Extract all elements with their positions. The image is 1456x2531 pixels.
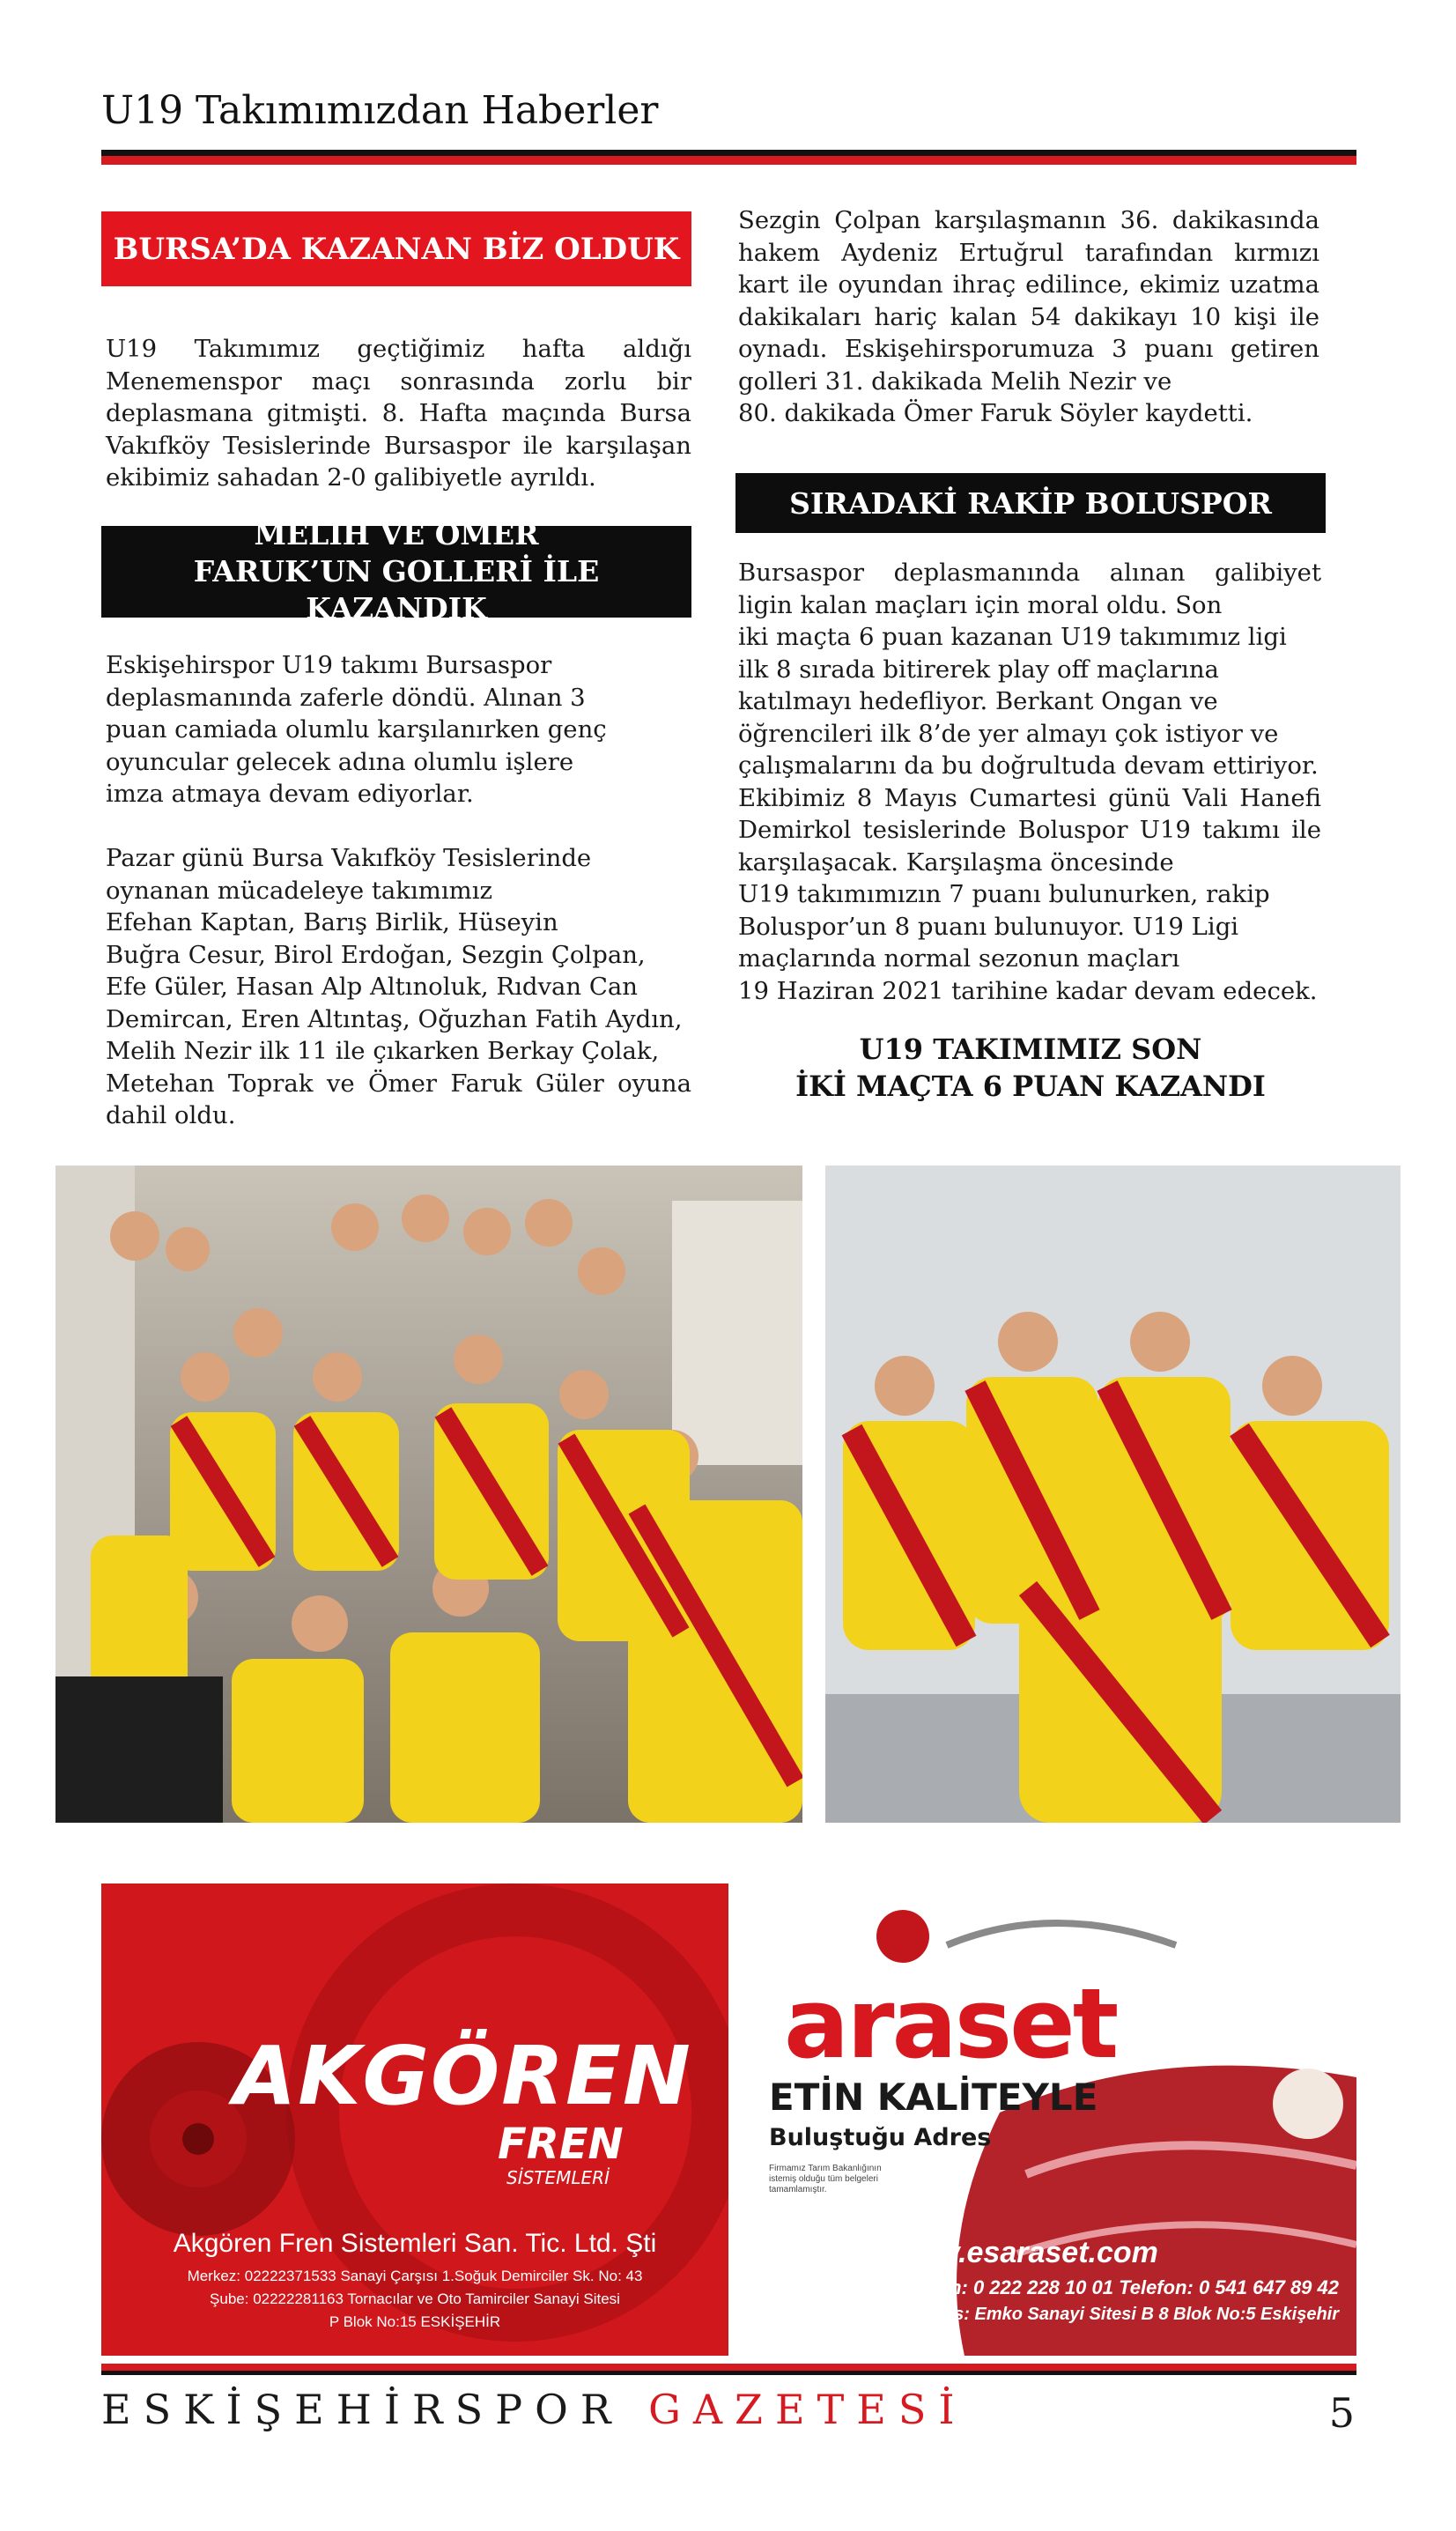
page-number: 5 xyxy=(1328,2389,1355,2437)
ad-araset xyxy=(735,1883,1356,2356)
article-right-paragraph-1 xyxy=(738,204,1319,430)
text-line: Metehan Toprak ve Ömer Faruk Güler oyuna xyxy=(106,1069,691,1098)
akgoren-address-merkez: Merkez: 02222371533 Sanayi Çarşısı 1.Soğuk Demirciler Sk. No: 43 xyxy=(187,2268,643,2284)
team-celebration-photo-1 xyxy=(55,1166,802,1823)
footer-newspaper-title xyxy=(101,2386,967,2433)
text-line: Eskişehirspor U19 takımı Bursaspor xyxy=(106,651,552,679)
text-line: Efe Güler, Hasan Alp Altınoluk, Rıdvan Can xyxy=(106,973,639,1001)
headline-box-next-opponent xyxy=(735,473,1326,533)
headline-goals-line2: FARUK’UN GOLLERİ İLE KAZANDIK xyxy=(193,554,600,625)
akgoren-address-city: P Blok No:15 ESKİŞEHİR xyxy=(329,2313,501,2330)
text-line: Efehan Kaptan, Barış Birlik, Hüseyin xyxy=(106,908,558,936)
text-line: Demirkol tesislerinde Boluspor U19 takımı ile xyxy=(738,816,1321,844)
araset-certification-note: Firmamız Tarım Bakanlığının istemiş olduğu tüm belgeleri tamamlamıştır. xyxy=(769,2164,882,2194)
footer-title-red: GAZETESİ xyxy=(648,2386,967,2433)
article-right-paragraph-2 xyxy=(738,557,1321,1007)
intro-text: U19 Takımımız geçtiğimiz hafta aldığı Menemenspor maçı sonrasında zorlu bir deplasmana gitmişti. 8. Hafta maçında Bursa Vakıfköy Tesislerinde Bursaspor ile karşılaşan ekibimiz sahadan 2-0 galibiyetle ayrıldı. xyxy=(106,335,691,492)
text-line: Ekibimiz 8 Mayıs Cumartesi günü Vali Hanefi xyxy=(738,783,1321,812)
akgoren-address-sube: Şube: 02222281163 Tornacılar ve Oto Tamirciler Sanayi Sitesi xyxy=(210,2290,620,2307)
headline-bursa: BURSA’DA KAZANAN BİZ OLDUK xyxy=(113,231,680,267)
header-rule-red xyxy=(101,156,1356,165)
text-line: oyuncular gelecek adına olumlu işlere xyxy=(106,747,574,776)
footer-rule-red xyxy=(101,2364,1356,2371)
text-line: oynanan mücadeleye takımımız xyxy=(106,876,492,905)
text-line: katılmayı hedefliyor. Berkant Ongan ve xyxy=(738,687,1218,715)
araset-tagline-2: Buluştuğu Adres xyxy=(769,2124,992,2151)
headline-next-opponent: SIRADAKİ RAKİP BOLUSPOR xyxy=(789,485,1272,521)
headline-six-points-line2: İKİ MAÇTA 6 PUAN KAZANDI xyxy=(795,1069,1266,1103)
araset-phones: Telefon: 0 222 228 10 01 Telefon: 0 541 647 89 42 xyxy=(893,2276,1339,2298)
text-line: Melih Nezir ilk 11 ile çıkarken Berkay Çolak, xyxy=(106,1037,660,1065)
text-line: Buğra Cesur, Birol Erdoğan, Sezgin Çolpan, xyxy=(106,940,646,969)
text-line: çalışmalarını da bu doğrultuda devam ettiriyor. xyxy=(738,751,1319,780)
text-line: imza atmaya devam ediyorlar. xyxy=(106,780,474,808)
text-line: Bursaspor deplasmanında alınan galibiyet xyxy=(738,559,1321,587)
ad-akgoren-fren xyxy=(101,1883,728,2356)
page-section-title: U19 Takımımızdan Haberler xyxy=(101,88,659,133)
header-rule-black xyxy=(101,150,1356,156)
text-line: öğrencileri ilk 8’de yer almayı çok istiyor ve xyxy=(738,719,1279,748)
text-line: ligin kalan maçları için moral oldu. Son xyxy=(738,590,1223,619)
headline-goals-line1: MELİH VE ÖMER xyxy=(254,517,539,551)
headline-box-bursa xyxy=(101,211,691,286)
text-line: Boluspor’un 8 puanı bulunuyor. U19 Ligi xyxy=(738,912,1239,941)
text-line: U19 takımımızın 7 puanı bulunurken, rakip xyxy=(738,880,1270,908)
text-line: ilk 8 sırada bitirerek play off maçlarına xyxy=(738,655,1219,684)
text-line: karşılaşacak. Karşılaşma öncesinde xyxy=(738,847,1174,877)
team-photo-2-illustration xyxy=(825,1166,1401,1823)
araset-logo: araset xyxy=(784,1967,1117,2080)
text-line: Pazar günü Bursa Vakıfköy Tesislerinde xyxy=(106,844,592,872)
text-line: puan camiada olumlu karşılanırken genç xyxy=(106,715,607,744)
text-line: deplasmanında zaferle döndü. Alınan 3 xyxy=(106,683,586,712)
team-celebration-photo-2 xyxy=(825,1166,1401,1823)
red-card-text: Sezgin Çolpan karşılaşmanın 36. dakikasında hakem Aydeniz Ertuğrul tarafından kırmızı kart ile oyundan ihraç edilince, ekimiz uzatma dakikaları hariç kalan 54 dakikayı 10 kişi ile oynadı. Eskişehirsporumuza 3 puanı getiren golleri 31. dakikada Melih Nezir ve xyxy=(738,206,1319,396)
akgoren-company-name: Akgören Fren Sistemleri San. Tic. Ltd. Şti xyxy=(173,2229,657,2258)
araset-address: Adres: Emko Sanayi Sitesi B 8 Blok No:5 Eskişehir xyxy=(913,2305,1339,2324)
akgoren-logo-sistemleri: SİSTEMLERİ xyxy=(506,2167,610,2188)
akgoren-logo-main: AKGÖREN xyxy=(233,2029,692,2123)
text-line: Demircan, Eren Altıntaş, Oğuzhan Fatih Aydın, xyxy=(106,1004,683,1033)
akgoren-logo-fren: FREN xyxy=(498,2120,624,2169)
goal-scorer-line: 80. dakikada Ömer Faruk Söyler kaydetti. xyxy=(738,399,1253,427)
headline-box-goals xyxy=(101,517,691,625)
text-line: 19 Haziran 2021 tarihine kadar devam edecek. xyxy=(738,976,1318,1005)
footer-rule-black xyxy=(101,2371,1356,2375)
text-line: dahil oldu. xyxy=(106,1101,236,1129)
footer-title-black: ESKİŞEHİRSPOR xyxy=(101,2386,624,2433)
article-paragraph-3 xyxy=(106,842,691,1132)
text-line: maçlarında normal sezonun maçları xyxy=(738,944,1180,973)
text-line: iki maçta 6 puan kazanan U19 takımımız ligi xyxy=(738,623,1287,651)
article-intro-paragraph xyxy=(106,333,691,494)
araset-tagline-1: ETİN KALİTEYLE xyxy=(769,2076,1098,2119)
team-photo-1-illustration xyxy=(55,1166,802,1823)
headline-six-points xyxy=(735,1031,1326,1105)
headline-six-points-line1: U19 TAKIMIMIZ SON xyxy=(859,1032,1202,1066)
article-paragraph-2 xyxy=(106,649,691,810)
araset-website: www.esaraset.com xyxy=(890,2236,1158,2269)
